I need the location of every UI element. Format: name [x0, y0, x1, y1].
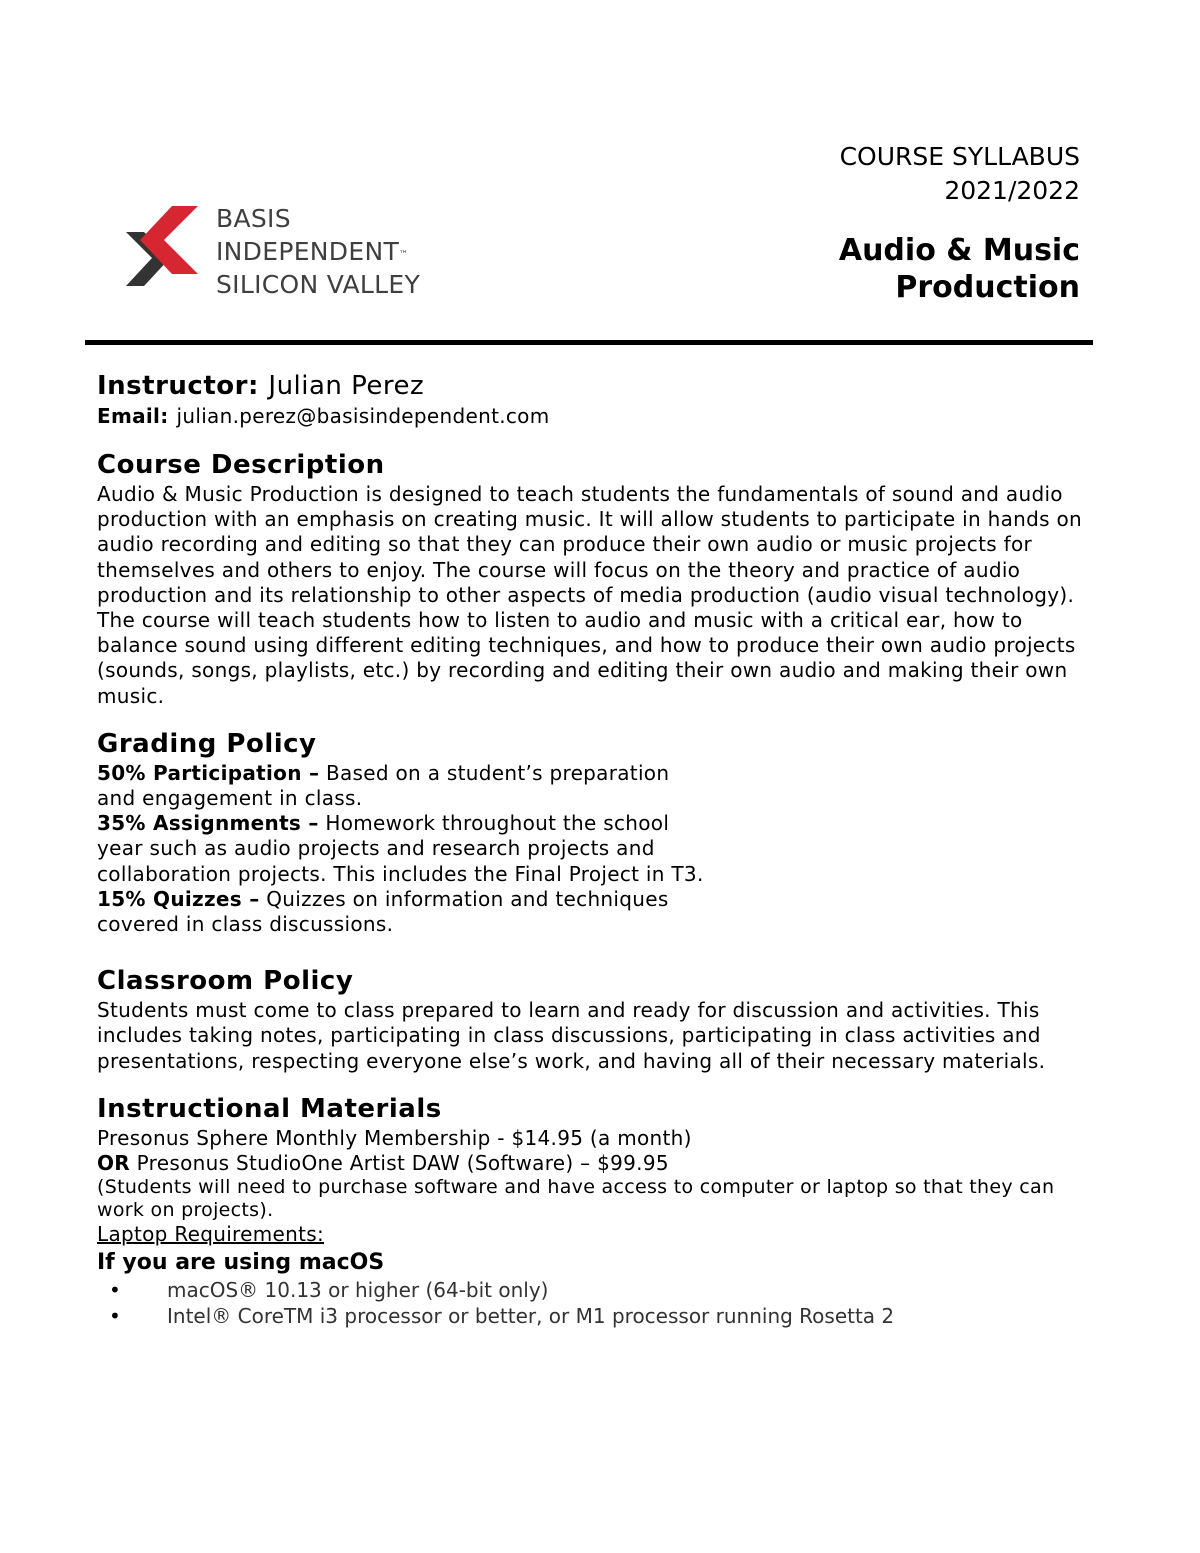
- classroom-policy-heading: Classroom Policy: [97, 966, 354, 997]
- course-title-line2: Production: [895, 270, 1080, 305]
- bullet-icon: •: [109, 1304, 121, 1329]
- list-item: [97, 1277, 1087, 1303]
- macos-requirements-list: [97, 1277, 1087, 1329]
- syllabus-body: [97, 370, 1087, 1329]
- material-option-sphere: Presonus Sphere Monthly Membership - $14.95 (a month): [97, 1125, 692, 1150]
- requirement-text: macOS® 10.13 or higher (64-bit only): [167, 1278, 549, 1303]
- header-divider: [85, 340, 1093, 345]
- laptop-requirements-label: Laptop Requirements:: [97, 1222, 325, 1247]
- bullet-icon: •: [109, 1278, 121, 1303]
- classroom-policy-section: [97, 965, 1087, 1074]
- material-option-studioone-text: Presonus StudioOne Artist DAW (Software) – $99.95: [130, 1151, 669, 1176]
- grading-item-text: Homework throughout the school year such as audio projects and research projects and collaboration projects. This includes the Final Project in T3.: [97, 811, 704, 886]
- syllabus-header: [839, 140, 1080, 306]
- grading-item-text: Based on a student’s preparation and engagement in class.: [97, 760, 670, 811]
- chevron-logo-icon: [126, 206, 202, 288]
- course-description-heading: Course Description: [97, 450, 385, 480]
- instructor-label: Instructor:: [97, 371, 259, 401]
- email-address-link[interactable]: julian.perez@basisindependent.com: [176, 404, 550, 428]
- trademark-mark: ™: [399, 250, 409, 260]
- logo-line-independent: [216, 235, 420, 268]
- logo-line-basis: BASIS: [216, 204, 291, 233]
- instructional-materials-section: [97, 1093, 1087, 1330]
- school-year: 2021/2022: [944, 176, 1080, 205]
- grading-policy-section: [97, 728, 707, 937]
- grading-policy-heading: Grading Policy: [97, 728, 317, 759]
- logo-wordmark: [216, 202, 420, 301]
- list-item: [97, 1303, 1087, 1329]
- instructor-name: Julian Perez: [268, 371, 425, 401]
- material-option-studioone: [97, 1151, 1087, 1176]
- grading-item-label: 15% Quizzes –: [97, 886, 260, 911]
- materials-note: (Students will need to purchase software and have access to computer or laptop so that they can work on projects).: [97, 1176, 1055, 1222]
- course-title: [839, 232, 1080, 306]
- grading-item-participation: [97, 761, 707, 811]
- course-description-text: Audio & Music Production is designed to teach students the fundamentals of sound and audio production with an emphasis on creating music. It will allow students to participate in hands on audio recording and editing so that they can produce their own audio or music projects for themselves and others to enjoy. The course will focus on the theory and practice of audio production and its relationship to other aspects of media production (audio visual technology). The course will teach students how to listen to audio and music with a critical ear, how to balance sound using different editing techniques, and how to produce their own audio projects (sounds, songs, playlists, etc.) by recording and editing their own audio and making their own music.: [97, 482, 1083, 708]
- email-label: Email:: [97, 404, 169, 428]
- grading-item-text: Quizzes on information and techniques covered in class discussions.: [97, 886, 669, 937]
- syllabus-label: COURSE SYLLABUS: [839, 142, 1080, 171]
- grading-item-label: 35% Assignments –: [97, 811, 319, 836]
- macos-heading: If you are using macOS: [97, 1250, 385, 1276]
- logo-line-independent-text: INDEPENDENT: [216, 237, 400, 266]
- grading-item-assignments: [97, 811, 707, 887]
- grading-item-quizzes: [97, 887, 707, 937]
- requirement-text: Intel® CoreTM i3 processor or better, or M1 processor running Rosetta 2: [167, 1304, 895, 1329]
- instructional-materials-heading: Instructional Materials: [97, 1093, 442, 1124]
- grading-item-label: 50% Participation –: [97, 760, 320, 785]
- course-description-section: [97, 449, 1087, 709]
- or-label: OR: [97, 1151, 131, 1176]
- email-line: [97, 403, 1087, 430]
- school-logo: [126, 200, 446, 300]
- classroom-policy-text: Students must come to class prepared to learn and ready for discussion and activities. This includes taking notes, participating in class discussions, participating in class activities and presentations, respecting everyone else’s work, and having all of their necessary materials.: [97, 998, 1046, 1073]
- course-title-line1: Audio & Music: [838, 233, 1080, 268]
- instructor-line: [97, 370, 1087, 403]
- logo-line-silicon-valley: SILICON VALLEY: [216, 270, 421, 299]
